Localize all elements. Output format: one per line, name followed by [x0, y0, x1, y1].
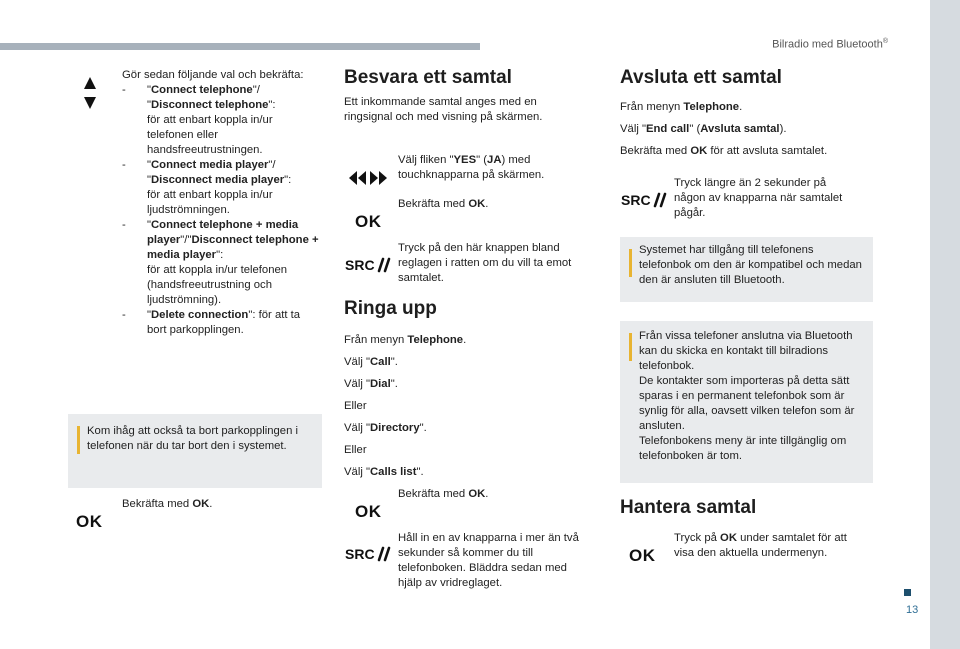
or-text: Eller — [344, 400, 367, 412]
option-disconnect-telephone: Disconnect telephone — [151, 99, 269, 111]
updown-arrows-icon — [82, 76, 98, 110]
calls-list-label: Calls list — [370, 466, 417, 478]
note-paragraph: Från vissa telefoner anslutna via Bluetooth kan du skicka en kontakt till bilradions telefonbok. — [639, 330, 853, 372]
text: för att avsluta samtalet. — [707, 145, 828, 157]
list-dash: - — [122, 84, 126, 96]
manage-calls-text — [674, 531, 864, 561]
ok-button-icon: OK — [355, 212, 382, 231]
directory-label: Directory — [370, 422, 420, 434]
end-call-steps — [620, 100, 870, 159]
text: ) med touchknapparna på skärmen. — [398, 154, 545, 181]
ok-label: OK — [690, 145, 708, 157]
confirm-text — [398, 197, 568, 212]
separator: "/ " — [147, 84, 260, 111]
connection-options-list — [122, 83, 322, 338]
section-title-manage-calls: Hantera samtal — [620, 497, 757, 518]
select-yes-text — [398, 153, 568, 183]
text: Tryck på — [674, 532, 721, 544]
src-label: SRC — [621, 192, 651, 208]
text: Bekräfta med — [398, 198, 469, 210]
note-paragraph: Telefonbokens meny är inte tillgänglig om telefonboken är tom. — [639, 435, 847, 462]
note-text: Systemet har tillgång till telefonens telefonbok om den är kompatibel och medan den är ansluten till Bluetooth. — [639, 244, 862, 286]
src-label: SRC — [345, 257, 375, 273]
src-phone-button-icon — [345, 257, 391, 273]
text: " ( — [476, 154, 488, 166]
text: Välj " — [344, 422, 370, 434]
yes-label: YES — [453, 154, 477, 166]
option-disconnect-media-player: Disconnect media player — [151, 174, 285, 186]
note-marker-icon — [629, 333, 632, 361]
phone-handset-icon — [653, 192, 667, 208]
note-paragraph: De kontakter som importeras på detta sätt sparas i en permanent telefonbok som är synlig för alla, oavsett vilken telefon som är ansluten. — [639, 375, 855, 432]
text: . — [485, 488, 489, 500]
ok-label: OK — [720, 532, 737, 544]
text: ". — [390, 378, 398, 390]
ja-label: JA — [487, 154, 502, 166]
note-text — [639, 329, 867, 464]
option-delete-connection: Delete connection — [151, 309, 249, 321]
text: Välj fliken " — [398, 154, 454, 166]
quote: " — [147, 159, 152, 171]
list-item — [122, 158, 322, 218]
option-description: ": för att ta bort parkopplingen. — [147, 309, 301, 336]
hold-button-phonebook-text: Håll in en av knapparna i mer än två sekunder så kommer du till telefonboken. Bläddra sedan med hjälp av vridreglaget. — [398, 532, 579, 589]
end-call-label: End call — [646, 123, 690, 135]
confirm-text — [398, 487, 568, 502]
text: Från menyn — [344, 334, 408, 346]
text: Välj " — [344, 378, 370, 390]
list-dash: - — [122, 219, 126, 231]
text: ". — [416, 466, 424, 478]
telephone-label: Telephone — [683, 101, 740, 113]
option-description: för att koppla in/ur telefonen (handsfreeutrustning och ljudströmning). — [147, 264, 288, 306]
src-phone-button-icon — [345, 546, 391, 562]
text: . — [463, 334, 467, 346]
ok-label: OK — [192, 498, 210, 510]
prev-next-arrows-icon — [348, 170, 388, 186]
phone-handset-icon — [377, 546, 391, 562]
page-number: 13 — [906, 604, 919, 616]
registered-mark: ® — [882, 38, 888, 45]
list-dash: - — [122, 159, 126, 171]
incoming-call-intro: Ett inkommande samtal anges med en ringsignal och med visning på skärmen. — [344, 96, 543, 123]
note-box-phonebook — [620, 237, 873, 302]
src-label: SRC — [345, 546, 375, 562]
text: ". — [419, 422, 427, 434]
or-text: Eller — [344, 444, 367, 456]
option-disconnect-both: Disconnect telephone + media player — [147, 234, 319, 261]
option-description: för att enbart koppla in/ur telefonen eller handsfreeutrustningen. — [147, 114, 273, 156]
confirm-text — [122, 497, 322, 512]
quote: ": — [268, 99, 276, 111]
running-header — [772, 38, 888, 51]
text: Välj " — [344, 356, 370, 368]
option-connect-media-player: Connect media player — [151, 159, 269, 171]
separator: "/" — [180, 234, 192, 246]
quote: ": — [284, 174, 292, 186]
quote: " — [147, 219, 152, 231]
phone-handset-icon — [377, 257, 391, 273]
ok-button-icon: OK — [629, 546, 656, 565]
call-label: Call — [370, 356, 391, 368]
text: . — [209, 498, 213, 510]
separator: "/ " — [147, 159, 276, 186]
press-button-answer-text: Tryck på den här knappen bland reglagen i ratten om du vill ta emot samtalet. — [398, 242, 572, 284]
text: ". — [390, 356, 398, 368]
text: . — [739, 101, 743, 113]
section-title-end-call: Avsluta ett samtal — [620, 67, 782, 88]
text: ). — [779, 123, 787, 135]
ok-label: OK — [468, 198, 486, 210]
text: Bekräfta med — [398, 488, 469, 500]
list-dash: - — [122, 309, 126, 321]
running-header-text: Bilradio med Bluetooth — [772, 38, 883, 51]
text: Från menyn — [620, 101, 684, 113]
text: under samtalet för att visa den aktuella undermenyn. — [674, 532, 847, 559]
make-call-steps — [344, 333, 574, 480]
list-item — [122, 308, 322, 338]
note-marker-icon — [629, 249, 632, 277]
quote: " — [147, 84, 152, 96]
option-connect-both: Connect telephone + media player — [147, 219, 299, 246]
option-description: för att enbart koppla in/ur ljudströmningen. — [147, 189, 273, 216]
text: Välj " — [344, 466, 370, 478]
note-text: Kom ihåg att också ta bort parkopplingen i telefonen när du tar bort den i systemet. — [87, 425, 299, 452]
end-of-section-marker — [904, 589, 911, 596]
note-marker-icon — [77, 426, 80, 454]
list-item — [122, 218, 322, 308]
quote: " — [147, 309, 152, 321]
header-rule — [0, 43, 480, 50]
text: Bekräfta med — [620, 145, 691, 157]
page-side-band — [930, 0, 960, 649]
option-connect-telephone: Connect telephone — [151, 84, 253, 96]
section-title-answer-call: Besvara ett samtal — [344, 67, 512, 88]
select-options-intro: Gör sedan följande val och bekräfta: — [122, 69, 304, 81]
dial-label: Dial — [370, 378, 391, 390]
text: . — [485, 198, 489, 210]
telephone-label: Telephone — [407, 334, 464, 346]
quote: ": — [216, 249, 224, 261]
text: Bekräfta med — [122, 498, 193, 510]
list-item — [122, 83, 322, 158]
note-box-send-contact — [620, 321, 873, 483]
press-long-end-text: Tryck längre än 2 sekunder på någon av knapparna när samtalet pågår. — [674, 177, 843, 219]
avsluta-samtal-label: Avsluta samtal — [700, 123, 780, 135]
src-phone-button-icon — [621, 192, 667, 208]
ok-button-icon: OK — [355, 502, 382, 521]
text: Välj " — [620, 123, 646, 135]
text: " ( — [689, 123, 701, 135]
ok-label: OK — [468, 488, 486, 500]
ok-button-icon: OK — [76, 512, 103, 531]
section-title-make-call: Ringa upp — [344, 298, 437, 319]
note-box-unpair — [68, 414, 322, 488]
